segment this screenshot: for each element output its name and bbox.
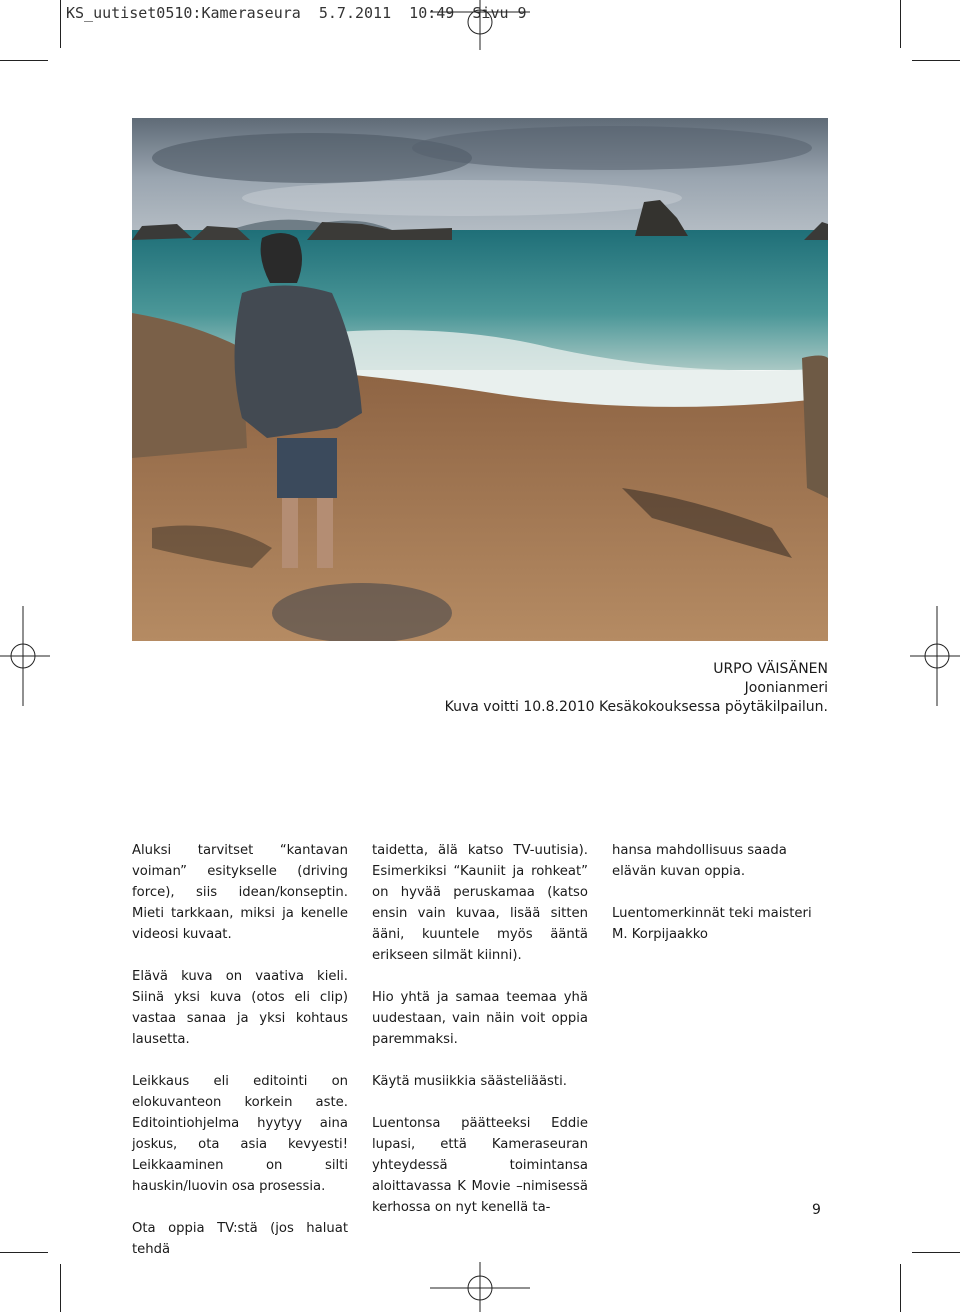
paragraph: Luentomerkinnät teki maisteri M. Korpijaakko <box>612 906 812 942</box>
paragraph: Käytä musiikkia säästeliäästi. <box>372 1074 567 1089</box>
paragraph: Aluksi tarvitset “kantavan voiman” esitykselle (driving force), siis idean/konseptin. Mieti tarkkaan, miksi ja kenelle videosi kuvaat. <box>132 843 348 942</box>
registration-mark-right <box>910 606 960 706</box>
photo-author: URPO VÄISÄNEN <box>713 661 828 677</box>
paragraph: Elävä kuva on vaativa kieli. Siinä yksi kuva (otos eli clip) vastaa sanaa ja yksi kohtaus lausetta. <box>132 969 348 1047</box>
paragraph: hansa mahdollisuus saada elävän kuvan oppia. <box>612 843 787 879</box>
paragraph: Ota oppia TV:stä (jos haluat tehdä <box>132 1221 348 1257</box>
photo-award-note: Kuva voitti 10.8.2010 Kesäkokouksessa pöytäkilpailun. <box>444 699 828 715</box>
paragraph: Leikkaus eli editointi on elokuvanteon korkein aste. Editointiohjelma hyytyy aina joskus, ota asia kevyesti! Leikkaaminen on silti hauskin/luovin osa prosessia. <box>132 1074 348 1194</box>
paragraph: Luentonsa päätteeksi Eddie lupasi, että Kameraseuran yhteydessä toimintansa aloittavassa K Movie –nimisessä kerhossa on nyt kenellä ta- <box>372 1116 588 1215</box>
registration-mark-top <box>430 0 530 50</box>
text-column-3 <box>612 840 828 966</box>
registration-mark-left <box>0 606 50 706</box>
photo-title: Joonianmeri <box>744 680 828 696</box>
text-column-2 <box>372 840 588 1239</box>
photo-caption <box>445 660 828 717</box>
beach-photograph <box>132 118 828 641</box>
registration-mark-bottom <box>430 1262 530 1312</box>
text-column-1 <box>132 840 348 1281</box>
page-number: 9 <box>812 1202 821 1218</box>
paragraph: Hio yhtä ja samaa teemaa yhä uudestaan, vain näin voit oppia paremmaksi. <box>372 990 588 1047</box>
paragraph: taidetta, älä katso TV-uutisia). Esimerkiksi “Kauniit ja rohkeat” on hyvää peruskamaa (katso ensin vain kuvaa, lisää sitten ääni, kuuntele myös ääntä erikseen silmät kiinni). <box>372 843 588 963</box>
slug-line: KS_uutiset0510:Kameraseura 5.7.2011 10:49 Sivu 9 <box>66 4 527 22</box>
